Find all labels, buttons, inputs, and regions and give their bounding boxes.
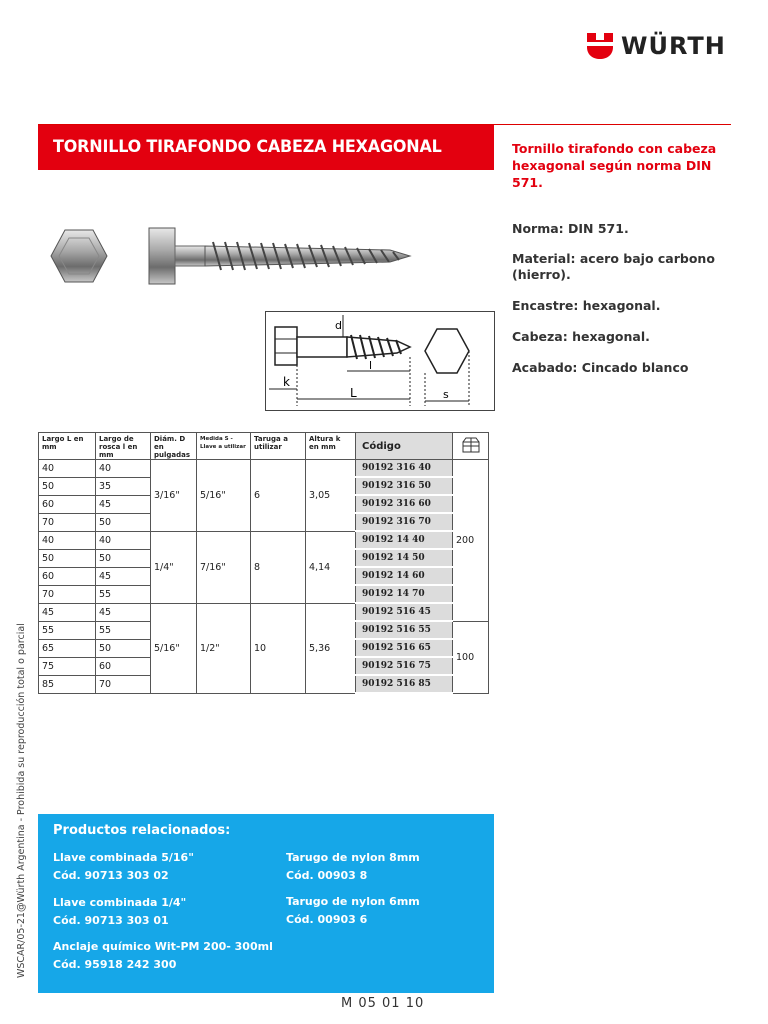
cell-rosca: 40 [96,460,151,478]
cell-altura: 5,36 [306,603,356,693]
cell-taruga: 10 [251,603,306,693]
related-item-code: Cód. 95918 242 300 [53,958,177,971]
cell-rosca: 45 [96,567,151,585]
cell-largo: 60 [39,495,96,513]
wurth-emblem-icon [585,31,615,61]
cell-largo: 50 [39,549,96,567]
cell-largo: 40 [39,531,96,549]
spec-acabado: Acabado: Cincado blanco [512,360,689,375]
product-description: Tornillo tirafondo con cabeza hexagonal según norma DIN 571. [512,141,717,190]
cell-rosca: 45 [96,495,151,513]
cell-largo: 40 [39,460,96,478]
related-item-code: Cód. 00903 6 [286,913,368,926]
header-taruga: Taruga a utilizar [251,433,306,460]
header-altura: Altura k en mm [306,433,356,460]
product-photo [45,222,415,298]
header-llave: Medida S - Llave a utilizar [197,433,251,460]
cell-altura: 4,14 [306,531,356,603]
cell-codigo: 90192 516 75 [356,657,453,675]
spec-encastre: Encastre: hexagonal. [512,298,661,313]
related-item [286,893,420,929]
cell-codigo: 90192 14 40 [356,531,453,549]
related-item-name: Llave combinada 1/4" [53,896,187,909]
cell-taruga: 6 [251,460,306,532]
cell-rosca: 55 [96,585,151,603]
cell-codigo: 90192 516 45 [356,603,453,621]
related-item [53,894,186,930]
related-item-name: Anclaje químico Wit-PM 200- 300ml [53,940,273,953]
cell-rosca: 35 [96,477,151,495]
wurth-logo [585,28,726,64]
cell-codigo: 90192 316 70 [356,513,453,531]
cell-largo: 55 [39,621,96,639]
diagram-label-s: s [443,388,449,401]
cell-codigo: 90192 516 65 [356,639,453,657]
page-code: M 05 01 10 [341,996,425,1011]
related-item [53,938,273,974]
table-row [39,603,489,621]
related-item [53,849,194,885]
cell-codigo: 90192 14 60 [356,567,453,585]
cell-rosca: 55 [96,621,151,639]
related-item-code: Cód. 00903 8 [286,869,368,882]
table-row [39,460,489,478]
product-table [38,432,489,694]
table-body [39,460,489,694]
related-item-code: Cód. 90713 303 01 [53,914,169,927]
cell-largo: 60 [39,567,96,585]
cell-rosca: 50 [96,549,151,567]
diagram-label-l: l [369,359,373,372]
table-header-row [39,433,489,460]
cell-rosca: 40 [96,531,151,549]
cell-codigo: 90192 316 40 [356,460,453,478]
cell-rosca: 45 [96,603,151,621]
header-rosca: Largo de rosca l en mm [96,433,151,460]
technical-diagram [265,311,495,415]
header-largo: Largo L en mm [39,433,96,460]
brand-name: WÜRTH [621,32,726,60]
cell-diametro: 3/16" [151,460,197,532]
diagram-label-L: L [350,386,357,400]
table-row [39,531,489,549]
cell-llave: 7/16" [197,531,251,603]
header-pack [453,433,489,460]
cell-pack: 200 [453,460,489,622]
related-item-name: Tarugo de nylon 8mm [286,851,420,864]
cell-codigo: 90192 316 50 [356,477,453,495]
cell-largo: 85 [39,675,96,693]
title-bar [38,125,494,170]
cell-llave: 5/16" [197,460,251,532]
cell-codigo: 90192 516 85 [356,675,453,693]
page-title: TORNILLO TIRAFONDO CABEZA HEXAGONAL [53,137,442,157]
cell-rosca: 50 [96,513,151,531]
box-icon [462,437,480,453]
cell-rosca: 50 [96,639,151,657]
cell-largo: 45 [39,603,96,621]
cell-largo: 70 [39,585,96,603]
spec-cabeza: Cabeza: hexagonal. [512,329,650,344]
cell-codigo: 90192 14 70 [356,585,453,603]
related-item [286,849,420,885]
cell-diametro: 1/4" [151,531,197,603]
cell-altura: 3,05 [306,460,356,532]
cell-taruga: 8 [251,531,306,603]
cell-codigo: 90192 316 60 [356,495,453,513]
cell-codigo: 90192 14 50 [356,549,453,567]
related-header: Productos relacionados: [53,823,231,838]
cell-llave: 1/2" [197,603,251,693]
copyright-note: WSCAR/05-21@Würth Argentina - Prohibida su reproducción total o parcial [16,623,27,978]
related-item-code: Cód. 90713 303 02 [53,869,169,882]
cell-pack: 100 [453,621,489,693]
diagram-label-k: k [283,375,290,389]
cell-largo: 65 [39,639,96,657]
diagram-label-d: d [335,319,342,332]
related-item-name: Tarugo de nylon 6mm [286,895,420,908]
related-item-name: Llave combinada 5/16" [53,851,194,864]
cell-diametro: 5/16" [151,603,197,693]
cell-codigo: 90192 516 55 [356,621,453,639]
header-diametro: Diám. D en pulgadas [151,433,197,460]
related-products-panel [38,814,494,993]
header-codigo: Código [356,433,453,460]
spec-material: Material: acero bajo carbono (hierro). [512,251,715,282]
cell-largo: 70 [39,513,96,531]
cell-rosca: 70 [96,675,151,693]
cell-largo: 50 [39,477,96,495]
spec-norma: Norma: DIN 571. [512,221,629,236]
cell-rosca: 60 [96,657,151,675]
cell-largo: 75 [39,657,96,675]
